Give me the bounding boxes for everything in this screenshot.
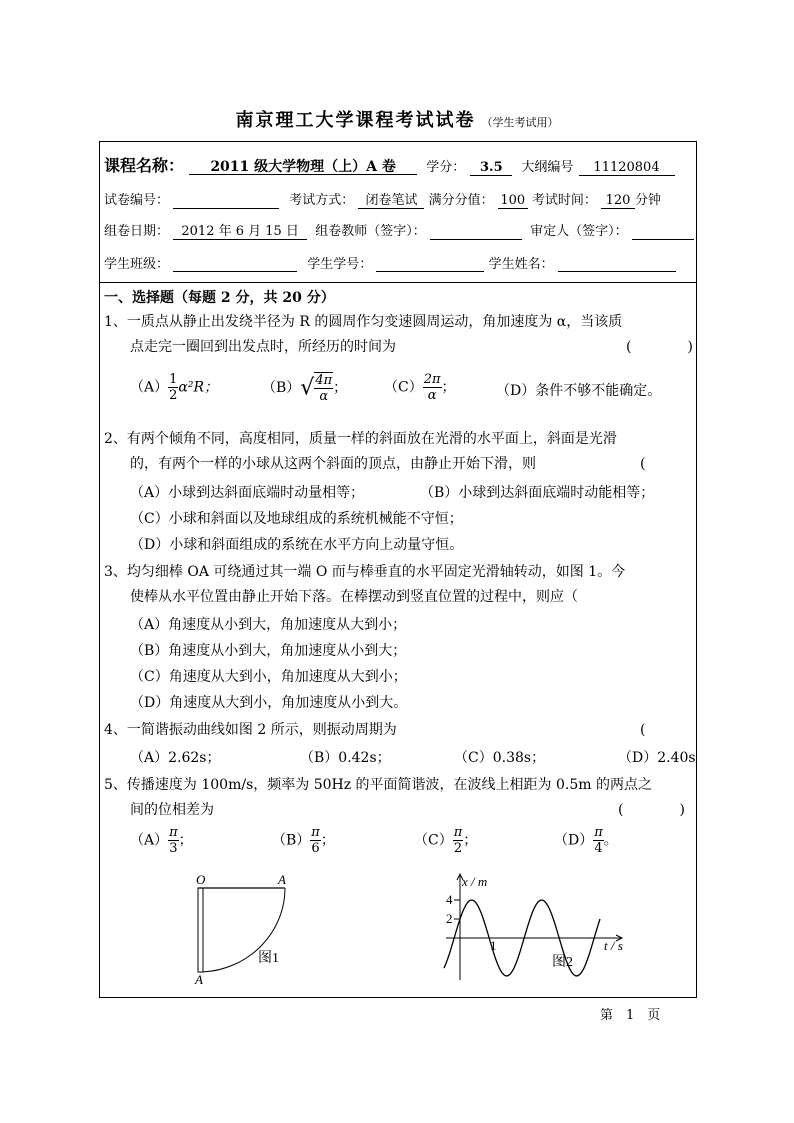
exam-title xyxy=(0,106,794,132)
q5-d-num: π xyxy=(594,825,603,840)
q4-answer-paren: ( xyxy=(640,722,646,738)
teacher-signature-field[interactable] xyxy=(430,226,522,240)
q1-c-tail: ； xyxy=(441,379,456,396)
fig1-label-a-top: A xyxy=(278,872,286,887)
q1-a-num: 1 xyxy=(169,372,178,387)
exam-mode-label: 考试方式： xyxy=(289,193,355,208)
q3-option-c: （C）角速度从大到小，角加速度从大到小； xyxy=(130,669,407,685)
q5-line1: 5、传播速度为 100m/s，频率为 50Hz 的平面简谐波，在波线上相距为 0.5m 的两点之 xyxy=(104,777,652,793)
q5-b-fraction xyxy=(310,825,321,856)
q1-c-fraction xyxy=(423,372,442,403)
fig1-label-a-bottom: A xyxy=(195,972,203,987)
fig1-label-o: O xyxy=(196,872,206,887)
q3-line2: 使棒从水平位置由静止开始下落。在棒摆动到竖直位置的过程中，则应（ xyxy=(130,589,578,605)
q1-option-c xyxy=(384,372,456,403)
fig2-caption: 图2 xyxy=(552,955,573,970)
full-score-label: 满分分值： xyxy=(428,193,494,208)
q5-c-num: π xyxy=(453,825,463,840)
q5-option-d xyxy=(554,825,618,856)
q5-c-fraction xyxy=(453,825,464,856)
q4-option-a: （A）2.62s； xyxy=(130,750,221,766)
figure-1-rod-diagram xyxy=(190,870,310,988)
q5-answer-paren: ( ) xyxy=(618,802,685,818)
date-row xyxy=(104,220,694,240)
class-field[interactable] xyxy=(173,258,297,272)
course-row xyxy=(104,153,675,176)
q1-line2: 点走完一圈回到出发点时，所经历的时间为 xyxy=(130,339,396,355)
q1-answer-paren: ( ) xyxy=(626,339,693,355)
student-row xyxy=(104,253,676,272)
reviewer-label: 审定人（签字）： xyxy=(530,224,628,239)
paper-no-field[interactable] xyxy=(173,195,279,209)
q5-d-label: （D） xyxy=(554,832,594,849)
course-name: 2011 级大学物理（上）A 卷 xyxy=(189,160,417,175)
q5-d-den: 4 xyxy=(594,841,603,856)
q4-option-d: （D）2.40s xyxy=(618,750,696,766)
exam-title-text: 南京理工大学课程考试试卷 xyxy=(235,110,476,131)
q5-b-den: 6 xyxy=(311,841,320,856)
exam-time-value: 120 xyxy=(601,194,635,209)
q5-a-tail: ； xyxy=(178,832,193,849)
q3-option-a: （A）角速度从小到大，角加速度从大到小； xyxy=(130,617,407,633)
class-label: 学生班级： xyxy=(104,257,170,272)
q1-c-den: α xyxy=(427,388,437,403)
fig2-xlabel: t / s xyxy=(604,938,623,953)
header-divider xyxy=(99,282,697,283)
page-number: 第 1 页 xyxy=(600,1008,661,1023)
figure-2-vibration-curve xyxy=(440,870,630,985)
q4-line1: 4、一简谐振动曲线如图 2 所示，则振动周期为 xyxy=(104,722,397,738)
paper-no-label: 试卷编号： xyxy=(104,193,170,208)
q5-line2: 间的位相差为 xyxy=(130,802,214,818)
full-score-value: 100 xyxy=(498,194,528,209)
q2-option-c: （C）小球和斜面以及地球组成的系统机械能不守恒； xyxy=(130,511,463,527)
q5-a-label: （A） xyxy=(130,832,169,849)
q5-c-den: 2 xyxy=(453,841,463,856)
fig2-ylabel: x / m xyxy=(462,874,488,889)
q1-option-d: （D）条件不够不能确定。 xyxy=(496,383,662,399)
q1-a-label: （A） xyxy=(130,379,169,396)
credit-value: 3.5 xyxy=(470,161,512,176)
reviewer-signature-field[interactable] xyxy=(632,226,694,240)
fig2-tick-4: 4 xyxy=(446,892,453,907)
course-label: 课程名称： xyxy=(104,156,185,175)
q3-line1: 3、均匀细棒 OA 可绕通过其一端 O 而与棒垂直的水平固定光滑轴转动，如图 1。今 xyxy=(104,564,626,580)
q1-option-b xyxy=(262,372,347,404)
q1-b-label: （B） xyxy=(262,380,301,396)
q2-line2: 的，有两个一样的小球从这两个斜面的顶点，由静止开始下滑，则 xyxy=(130,456,536,472)
sqrt-icon: √ xyxy=(300,375,315,401)
q5-option-b xyxy=(272,825,335,856)
fig2-tick-1: 1 xyxy=(490,938,497,953)
student-name-label: 学生姓名： xyxy=(488,257,554,272)
student-no-field[interactable] xyxy=(376,258,484,272)
q3-option-b: （B）角速度从小到大，角加速度从小到大； xyxy=(130,643,407,659)
q1-line1: 1、一质点从静止出发绕半径为 R 的圆周作匀变速圆周运动，角加速度为 α，当该质 xyxy=(104,314,623,330)
exam-mode-value: 闭卷笔试 xyxy=(358,194,424,209)
q5-a-num: π xyxy=(169,825,178,840)
q5-d-fraction xyxy=(593,825,604,856)
q3-option-d: （D）角速度从大到小，角加速度从小到大。 xyxy=(130,695,408,711)
q1-a-fraction xyxy=(168,372,178,403)
exam-title-note: （学生考试用） xyxy=(481,116,559,129)
q5-option-c xyxy=(414,825,477,856)
exam-time-unit: 分钟 xyxy=(635,193,662,208)
student-name-field[interactable] xyxy=(558,258,676,272)
q1-a-den: 2 xyxy=(169,388,178,403)
q5-a-fraction xyxy=(168,825,179,856)
exam-time-label: 考试时间： xyxy=(531,193,597,208)
q1-b-num: 4π xyxy=(315,373,333,388)
fig1-caption: 图1 xyxy=(258,951,279,966)
q1-c-num: 2π xyxy=(423,372,441,387)
syllabus-label: 大纲编号 xyxy=(521,160,574,175)
q4-option-b: （B）0.42s； xyxy=(300,750,391,766)
teacher-label: 组卷教师（签字）： xyxy=(315,224,426,239)
q1-b-den: α xyxy=(319,389,329,404)
q5-option-a xyxy=(130,825,193,856)
q1-b-tail: ； xyxy=(333,380,348,396)
q5-c-label: （C） xyxy=(414,832,453,849)
q1-c-label: （C） xyxy=(384,379,423,396)
student-no-label: 学生学号： xyxy=(307,257,373,272)
date-value: 2012 年 6 月 15 日 xyxy=(173,225,307,240)
q1-a-tail: α²R； xyxy=(178,379,219,396)
fig2-tick-2: 2 xyxy=(446,911,453,926)
q2-option-a: （A）小球到达斜面底端时动量相等； xyxy=(130,485,365,501)
q2-option-d: （D）小球和斜面组成的系统在水平方向上动量守恒。 xyxy=(130,537,464,553)
exam-mode-row xyxy=(104,189,661,209)
section-heading: 一、选择题（每题 2 分，共 20 分） xyxy=(104,290,335,306)
q2-option-b: （B）小球到达斜面底端时动能相等； xyxy=(420,485,655,501)
q5-b-tail: ； xyxy=(320,832,335,849)
credit-label: 学分： xyxy=(426,160,466,175)
q5-a-den: 3 xyxy=(169,841,178,856)
q4-option-c: （C）0.38s； xyxy=(454,750,546,766)
q5-d-tail: 。 xyxy=(603,832,618,849)
q5-b-label: （B） xyxy=(272,832,311,849)
syllabus-no: 11120804 xyxy=(579,161,675,176)
q2-answer-paren: ( xyxy=(640,456,646,472)
rod-vertical xyxy=(198,888,203,972)
q5-c-tail: ； xyxy=(463,832,478,849)
q2-line1: 2、有两个倾角不同，高度相同，质量一样的斜面放在光滑的水平面上，斜面是光滑 xyxy=(104,431,617,447)
q5-b-num: π xyxy=(311,825,320,840)
q1-option-a xyxy=(130,372,218,403)
date-label: 组卷日期： xyxy=(104,224,170,239)
q1-b-fraction xyxy=(314,372,333,404)
